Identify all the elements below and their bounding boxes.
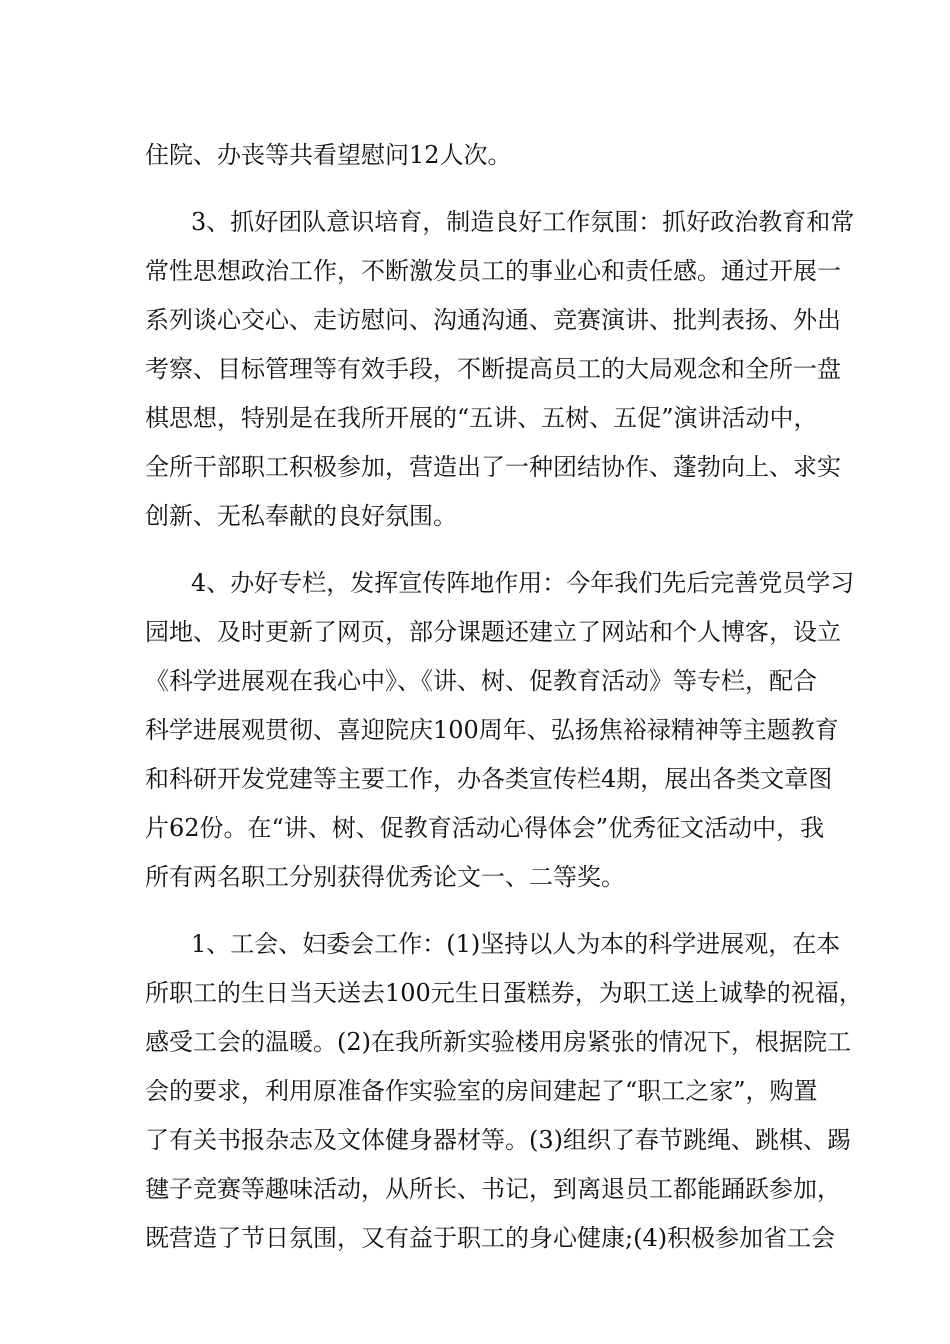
text-line: 3、抓好团队意识培育，制造良好工作氛围：抓好政治教育和常 xyxy=(191,208,855,236)
text-line: 和科研开发党建等主要工作，办各类宣传栏4期，展出各类文章图 xyxy=(145,765,833,793)
text-line: 会的要求，利用原准备作实验室的房间建起了“职工之家”，购置 xyxy=(145,1077,818,1105)
text-line: 《科学进展观在我心中》、《讲、树、促教育活动》等专栏，配合 xyxy=(145,667,817,695)
paragraph-gap xyxy=(145,902,817,920)
text-line: 毽子竞赛等趣味活动，从所长、书记，到离退员工都能踊跃参加， xyxy=(145,1175,841,1203)
text-line: 常性思想政治工作，不断激发员工的事业心和责任感。通过开展一 xyxy=(145,257,841,285)
text-line: 考察、目标管理等有效手段，不断提高员工的大局观念和全所一盘 xyxy=(145,355,841,383)
text-line: 感受工会的温暖。(2)在我所新实验楼用房紧张的情况下，根据院工 xyxy=(145,1028,851,1056)
text-line: 全所干部职工积极参加，营造出了一种团结协作、蓬勃向上、求实 xyxy=(145,453,841,481)
text-line: 棋思想，特别是在我所开展的“五讲、五树、五促”演讲活动中， xyxy=(145,404,818,432)
document-body xyxy=(145,131,863,1263)
text-line: 住院、办丧等共看望慰问12人次。 xyxy=(145,141,512,169)
text-line: 所有两名职工分别获得优秀论文一、二等奖。 xyxy=(145,863,625,891)
text-line: 创新、无私奉献的良好氛围。 xyxy=(145,502,457,530)
text-line: 科学进展观贯彻、喜迎院庆100周年、弘扬焦裕禄精神等主题教育 xyxy=(145,716,839,744)
text-line: 系列谈心交心、走访慰问、沟通沟通、竞赛演讲、批判表扬、外出 xyxy=(145,306,841,334)
text-line: 园地、及时更新了网页，部分课题还建立了网站和个人博客，设立 xyxy=(145,618,841,646)
paragraph-gap xyxy=(145,180,817,198)
text-line: 1、工会、妇委会工作：(1)坚持以人为本的科学进展观，在本 xyxy=(191,930,841,958)
text-line: 所职工的生日当天送去100元生日蛋糕券，为职工送上诚挚的祝福， xyxy=(145,979,863,1007)
text-line: 了有关书报杂志及文体健身器材等。(3)组织了春节跳绳、跳棋、踢 xyxy=(145,1126,851,1154)
text-line: 片62份。在“讲、树、促教育活动心得体会”优秀征文活动中，我 xyxy=(145,814,825,842)
text-line: 4、办好专栏，发挥宣传阵地作用：今年我们先后完善党员学习 xyxy=(191,569,855,597)
text-line: 既营造了节日氛围，又有益于职工的身心健康;(4)积极参加省工会 xyxy=(145,1224,836,1252)
paragraph-gap xyxy=(145,541,817,559)
